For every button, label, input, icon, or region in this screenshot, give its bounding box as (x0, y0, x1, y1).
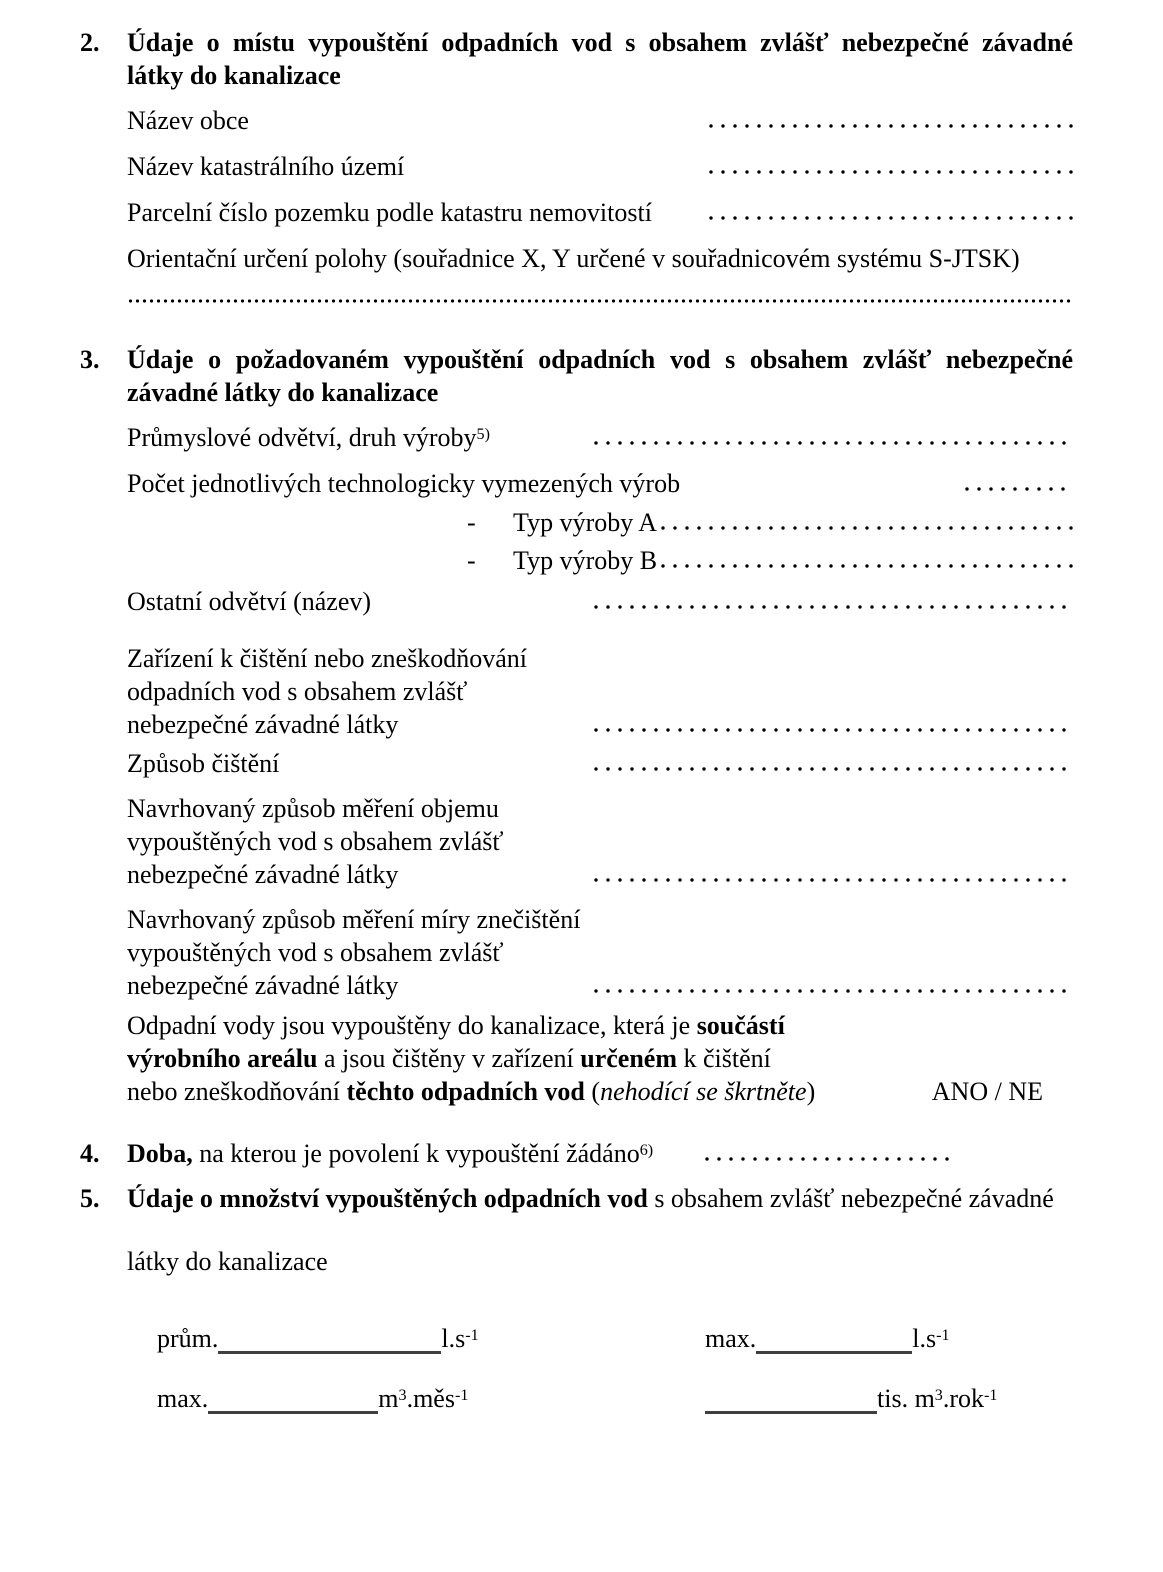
section-4-number: 4. (80, 1139, 100, 1168)
measurement-row-1 (127, 1322, 1073, 1355)
field-nazev-obce (127, 104, 1073, 137)
text-run-bold: těchto odpadních vod (346, 1077, 585, 1106)
field-mereni-objemu-label (127, 792, 590, 891)
paragraph-line3-text (127, 1075, 815, 1108)
dotted-fill-line (705, 123, 1073, 129)
field-typ-vyroby-b-label: Typ výroby B (513, 546, 658, 575)
section-2-heading (80, 26, 1073, 92)
measurement-max-m3mes (157, 1382, 705, 1415)
section-3-heading (80, 343, 1073, 409)
dash-bullet: - (467, 546, 476, 575)
field-katastralni-uzemi (127, 150, 1073, 183)
unit-sup-minus1: -1 (454, 1386, 469, 1404)
prum-label: prům. (157, 1324, 219, 1353)
max-label: max. (705, 1324, 757, 1353)
dotted-fill-line (705, 215, 1073, 221)
blank-underline (218, 1351, 441, 1354)
field-mereni-objemu (127, 792, 1073, 891)
dotted-fill-line (705, 169, 1073, 175)
blank-underline (208, 1411, 378, 1414)
dotted-fill-line (590, 877, 1073, 883)
section-4-title (127, 1137, 653, 1170)
text-run: k čištění (677, 1044, 771, 1073)
text-run: a jsou čištěny v zařízení (317, 1044, 581, 1073)
paragraph-odpadni-vody (127, 1009, 1073, 1108)
field-zpusob-cisteni-label: Způsob čištění (127, 749, 280, 778)
text-run-italic: nehodící se škrtněte (600, 1077, 807, 1106)
section-2-title-line2: látky do kanalizace (127, 61, 341, 90)
unit-sup-minus1: -1 (984, 1386, 998, 1404)
field-mereni-miry-label (127, 903, 590, 1002)
blank-underline (705, 1411, 877, 1414)
unit-sup-3: 3 (398, 1386, 407, 1404)
label-line: vypouštěných vod s obsahem zvlášť (127, 827, 504, 856)
label-line: vypouštěných vod s obsahem zvlášť (127, 938, 504, 967)
blank-underline (756, 1351, 912, 1354)
field-zarizeni-cisteni-label (127, 642, 590, 741)
field-mereni-miry (127, 903, 1073, 1002)
dotted-fill-line (590, 727, 1073, 733)
field-prumyslove-odvetvi (127, 421, 1073, 454)
unit-m: m (378, 1384, 399, 1413)
unit-sup-3: 3 (934, 1386, 943, 1404)
measurement-max-ls (705, 1322, 1073, 1355)
field-typ-vyroby-a (467, 506, 1073, 539)
text-run-bold: výrobního areálu (127, 1044, 318, 1073)
footnote-6-marker: 6) (639, 1141, 654, 1159)
label-line: Navrhovaný způsob měření objemu (127, 794, 499, 823)
field-zarizeni-cisteni (127, 642, 1073, 741)
label-line: nebezpečné závadné látky (127, 971, 399, 1000)
dotted-fill-line (961, 486, 1073, 492)
section-5-title-rest: s obsahem zvlášť nebezpečné závadné (647, 1184, 1054, 1213)
dotted-fill-line (590, 988, 1073, 994)
field-orientacni-urceni-label: Orientační určení polohy (souřadnice X, Y určené v souřadnicovém systému S-JTSK) (127, 244, 1020, 273)
text-run: nebo zneškodňování (127, 1077, 347, 1106)
label-line: Zařízení k čištění nebo zneškodňování (127, 644, 527, 673)
field-ostatni-odvetvi (127, 585, 1073, 618)
label-line: nebezpečné závadné látky (127, 860, 399, 889)
field-nazev-obce-label: Název obce (127, 106, 249, 135)
label-line: nebezpečné závadné látky (127, 710, 399, 739)
unit-sup-minus1: -1 (936, 1326, 950, 1344)
section-4-title-rest: na kterou je povolení k vypouštění žádáno (192, 1139, 640, 1168)
section-3-title-line2: závadné látky do kanalizace (127, 378, 439, 407)
dash-bullet: - (467, 508, 476, 537)
section-5-title-line1 (127, 1182, 1073, 1215)
unit-sup-minus1: -1 (465, 1326, 479, 1344)
field-prumyslove-odvetvi-text: Průmyslové odvětví, druh výroby (127, 423, 477, 452)
unit-tis-m: tis. m (877, 1384, 935, 1413)
paragraph-line2 (127, 1042, 1073, 1075)
field-typ-vyroby-b (467, 544, 1073, 577)
section-3-number: 3. (80, 345, 100, 374)
section-5-heading (80, 1182, 1073, 1278)
section-4-title-bold: Doba, (127, 1139, 193, 1168)
text-run: ) (806, 1077, 816, 1106)
unit-mes: .měs (406, 1384, 455, 1413)
unit-rok: .rok (942, 1384, 985, 1413)
field-prumyslove-odvetvi-label (127, 421, 590, 454)
section-2-title-line1: Údaje o místu vypouštění odpadních vod s obsahem zvlášť nebezpečné závadné (127, 28, 1073, 57)
section-2-number: 2. (80, 28, 100, 57)
measurement-prum-ls (157, 1322, 705, 1355)
paragraph-line3 (127, 1075, 1073, 1108)
dotted-fill-line (590, 604, 1073, 610)
section-3-title-line1: Údaje o požadovaném vypouštění odpadních vod s obsahem zvlášť nebezpečné (127, 345, 1073, 374)
dotted-fill-line-full (127, 297, 1073, 305)
dotted-fill-line (657, 563, 1073, 569)
max-label: max. (157, 1384, 209, 1413)
measurement-row-2 (127, 1382, 1073, 1415)
field-typ-vyroby-a-label: Typ výroby A (513, 508, 658, 537)
dotted-fill-line (590, 440, 1073, 446)
text-run: Odpadní vody jsou vypouštěny do kanalizace, která je (127, 1011, 697, 1040)
label-line: odpadních vod s obsahem zvlášť (127, 677, 468, 706)
dotted-fill-line (657, 525, 1073, 531)
footnote-5-marker: 5) (476, 425, 490, 443)
label-line: Navrhovaný způsob měření míry znečištění (127, 905, 581, 934)
ano-ne-options: ANO / NE (931, 1077, 1043, 1106)
dotted-fill-line (701, 1156, 954, 1162)
section-4-row (127, 1137, 1073, 1170)
field-ostatni-odvetvi-label: Ostatní odvětví (název) (127, 587, 372, 616)
section-5-title-bold: Údaje o množství vypouštěných odpadních vod (127, 1184, 648, 1213)
field-zpusob-cisteni (127, 747, 1073, 780)
text-run: ( (584, 1077, 601, 1106)
dotted-fill-line (590, 766, 1073, 772)
field-parcelni-cislo (127, 196, 1073, 229)
field-parcelni-cislo-label: Parcelní číslo pozemku podle katastru nemovitostí (127, 198, 652, 227)
field-pocet-vyrob (127, 467, 1073, 500)
measurement-tis-m3rok (705, 1382, 1073, 1415)
unit-ls: l.s (441, 1324, 466, 1353)
section-5-title-line2: látky do kanalizace (127, 1247, 328, 1276)
text-run-bold: součástí (696, 1011, 785, 1040)
section-5-number: 5. (80, 1184, 100, 1213)
unit-ls: l.s (912, 1324, 937, 1353)
field-orientacni-urceni (127, 242, 1073, 275)
field-katastralni-uzemi-label: Název katastrálního území (127, 152, 405, 181)
section-4-heading (80, 1137, 1073, 1170)
paragraph-line1 (127, 1009, 1073, 1042)
field-pocet-vyrob-label: Počet jednotlivých technologicky vymezených výrob (127, 469, 681, 498)
text-run-bold: určeném (580, 1044, 678, 1073)
